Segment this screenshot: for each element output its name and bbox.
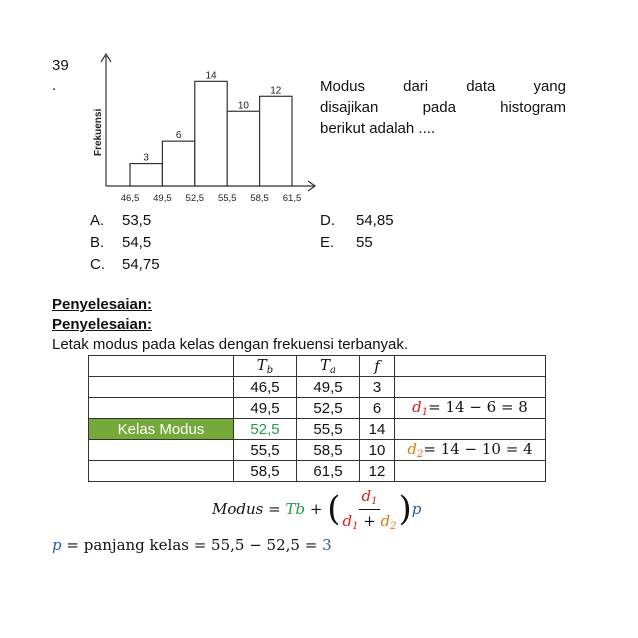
table-cell-note [395,419,546,440]
table-row [89,461,546,482]
kelas-modus-label: Kelas Modus [89,419,234,440]
solution-heading-2: Penyelesaian: [52,316,153,333]
formula-tb: Tb [285,500,306,518]
p-equals: = [61,536,84,554]
table-header-ta: $T_a$ [297,356,360,377]
solution-heading-1: Penyelesaian: [52,296,153,313]
table-cell-f: 6 [360,398,395,419]
x-tick-label: 49,5 [153,193,172,204]
d1-equation: $d_1= 14 - 6 = 8$ [395,398,546,419]
table-row [89,398,546,419]
formula-fraction [342,487,396,532]
modus-formula [212,486,421,532]
option-b-value: 54,5 [122,234,152,251]
class-length-line [52,536,332,554]
table-cell-ta: 58,5 [297,440,360,461]
question-text-line-1: Modus dari data yang [320,78,566,95]
bar-value-label: 14 [205,70,217,82]
d2-equation: $d_2= 14 - 10 = 4$ [395,440,546,461]
table-row [89,377,546,398]
bar-value-label: 12 [270,85,282,97]
p-value: 3 [322,536,332,554]
solution-intro: Letak modus pada kelas dengan frekuensi terbanyak. [52,336,409,353]
table-header-tb: $T_b$ [234,356,297,377]
question-text-line-3: berikut adalah .... [320,120,436,137]
question-number [52,56,69,96]
table-cell-f: 12 [360,461,395,482]
question-number-dot: . [52,77,57,94]
histogram-bar [195,81,227,186]
formula-lhs: Modus [212,500,264,518]
table-cell-f: 3 [360,377,395,398]
option-b [90,232,160,254]
table-cell-tb: 58,5 [234,461,297,482]
table-cell-tb: 46,5 [234,377,297,398]
table-header-note [395,356,546,377]
p-expression: panjang kelas = 55,5 − 52,5 = [83,536,323,554]
histogram-bar [162,141,194,186]
table-cell-note [395,461,546,482]
option-c [90,254,160,276]
question-text [320,76,566,139]
table-cell-ta: 52,5 [297,398,360,419]
x-tick-label: 55,5 [217,193,237,204]
option-c-label: C. [90,256,105,273]
option-a [90,210,160,232]
table-cell-f: 14 [360,419,395,440]
options-right [320,210,394,254]
bar-value-label: 10 [237,100,249,112]
options-left [90,210,160,276]
option-c-value: 54,75 [122,256,160,273]
question-number-value: 39 [52,57,69,74]
table-row-modal-class [89,419,546,440]
table-cell-tb: 55,5 [234,440,297,461]
p-symbol: p [52,536,62,554]
table-header-f: f [360,356,395,377]
option-b-label: B. [90,234,105,251]
option-e [320,232,394,254]
histogram-bar [130,164,162,186]
formula-p: p [411,500,422,518]
option-e-value: 55 [356,234,373,251]
formula-plus: + [305,500,328,518]
frequency-table [88,355,546,482]
table-cell-tb: 49,5 [234,398,297,419]
table-cell-ta: 49,5 [297,377,360,398]
formula-open-paren: ( [327,489,341,529]
histogram-bar [227,111,259,186]
table-cell-label [89,440,234,461]
table-cell-ta: 55,5 [297,419,360,440]
table-cell-label [89,398,234,419]
formula-equals: = [263,500,286,518]
y-axis-label: Frekuensi [93,108,104,156]
table-cell-label [89,377,234,398]
x-tick-label: 58,5 [250,193,269,204]
option-d [320,210,394,232]
option-e-label: E. [320,234,335,251]
question-text-line-2: disajikan pada histogram [320,99,566,116]
x-tick-label: 46,5 [120,193,140,204]
histogram-chart [88,50,324,210]
table-cell-label [89,461,234,482]
formula-denominator: $d_1 + d_2$ [342,511,397,532]
table-cell-f: 10 [360,440,395,461]
table-cell-note [395,377,546,398]
table-header-empty [89,356,234,377]
histogram-bar [260,96,292,186]
bar-value-label: 6 [175,130,182,142]
table-cell-tb: 52,5 [234,419,297,440]
option-d-value: 54,85 [356,212,394,229]
option-d-label: D. [320,212,335,229]
table-cell-ta: 61,5 [297,461,360,482]
x-tick-label: 52,5 [185,193,205,204]
table-header-row [89,356,546,377]
bar-value-label: 3 [143,152,149,164]
option-a-value: 53,5 [122,212,152,229]
formula-close-paren: ) [398,489,412,529]
option-a-label: A. [90,212,105,229]
x-tick-label: 61,5 [282,193,302,204]
formula-numerator: $d_1$ [359,487,381,510]
table-row [89,440,546,461]
